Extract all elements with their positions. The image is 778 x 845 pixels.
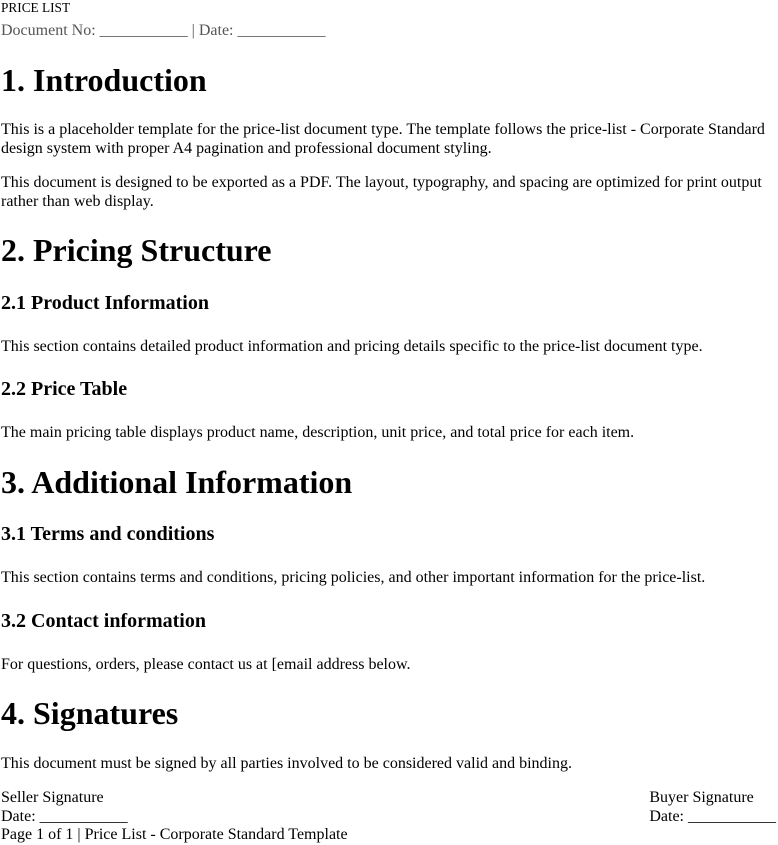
document-type-label: PRICE LIST (1, 0, 71, 15)
document-body (1, 62, 776, 774)
document-meta-line: Document No: ___________ | Date: ___________ (1, 22, 326, 40)
seller-signature-label: Seller Signature (1, 789, 104, 807)
section-heading: 1. Introduction (1, 61, 207, 98)
section-heading: 3. Additional Information (1, 463, 353, 500)
subsection-heading: 2.2 Price Table (1, 378, 128, 401)
paragraph: This document must be signed by all parties involved to be considered valid and binding. (1, 754, 572, 772)
subsection-heading: 2.1 Product Information (1, 291, 209, 314)
paragraph: This section contains detailed product information and pricing details specific to the price-list document type. (1, 337, 703, 355)
footer-left (1, 789, 348, 844)
paragraph: For questions, orders, please contact us at [email address below. (1, 655, 411, 673)
signature-footer (1, 789, 776, 844)
paragraph: The main pricing table displays product name, description, unit price, and total price for each item. (1, 424, 635, 442)
paragraph: This document is designed to be exported as a PDF. The layout, typography, and spacing are optimized for print output rather than web display. (1, 174, 762, 210)
footer-right (649, 789, 776, 826)
section-heading: 2. Pricing Structure (1, 232, 272, 269)
seller-date-line: Date: ___________ (1, 807, 128, 825)
buyer-signature-label: Buyer Signature (649, 789, 754, 807)
page-info: Page 1 of 1 | Price List - Corporate Standard Template (1, 826, 348, 844)
buyer-date-line: Date: ___________ (649, 807, 776, 825)
paragraph: This is a placeholder template for the price-list document type. The template follows the price-list - Corporate Standard design system with proper A4 pagination and professional document styling. (1, 121, 765, 157)
section-heading: 4. Signatures (1, 695, 179, 732)
subsection-heading: 3.2 Contact information (1, 609, 206, 632)
subsection-heading: 3.1 Terms and conditions (1, 523, 215, 546)
paragraph: This section contains terms and conditions, pricing policies, and other important information for the price-list. (1, 569, 706, 587)
